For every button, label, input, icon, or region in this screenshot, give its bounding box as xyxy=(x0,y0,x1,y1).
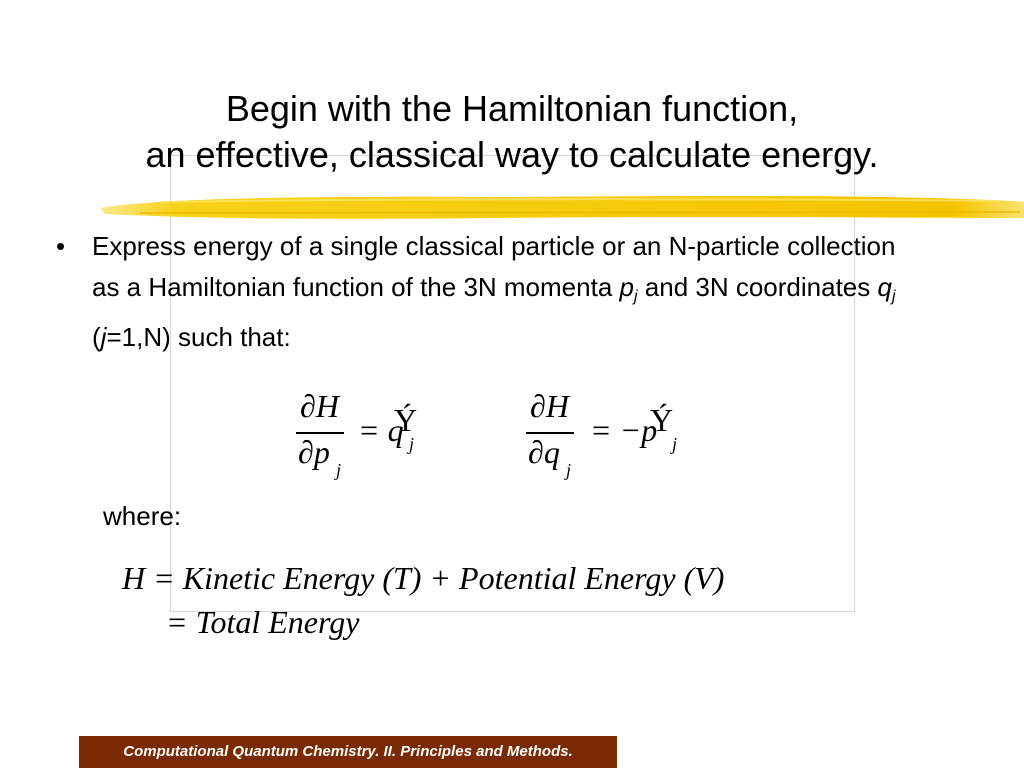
bullet-text-part3: ( xyxy=(92,322,101,352)
title-line-2: an effective, classical way to calculate energy. xyxy=(145,134,879,175)
eq2-numerator: ∂H xyxy=(530,388,569,424)
eq2-rhs-subscript: j xyxy=(672,434,678,454)
eq1-denominator: ∂p xyxy=(298,434,330,470)
title-line-1: Begin with the Hamiltonian function, xyxy=(225,88,799,129)
footer-banner: Computational Quantum Chemistry. II. Principles and Methods. xyxy=(79,736,617,768)
momentum-symbol: p xyxy=(619,272,634,302)
eq2-denominator-subscript: j xyxy=(566,460,572,480)
energy-line-2: = Total Energy xyxy=(166,604,360,640)
hamilton-equation-1 xyxy=(296,388,456,488)
eq1-rhs: = q xyxy=(358,412,404,448)
index-symbol: j xyxy=(100,322,107,352)
bullet-marker: • xyxy=(56,231,66,261)
eq2-rhs-dot-glyph: Ý xyxy=(650,402,674,438)
bullet-text-part4: =1,N) such that: xyxy=(106,322,291,352)
where-label: where: xyxy=(103,501,182,531)
hamilton-equation-2 xyxy=(526,388,706,488)
coordinate-symbol: q xyxy=(877,272,892,302)
bullet-text-part1: Express energy of a single classical particle or an N-particle collection as a Hamiltonian function of the 3N momenta xyxy=(92,231,896,302)
title-highlighter-stroke xyxy=(100,188,1024,228)
eq2-denominator: ∂q xyxy=(528,434,560,470)
bullet-text xyxy=(92,226,912,358)
eq1-rhs-dot-glyph: Ý xyxy=(394,402,418,438)
momentum-subscript: j xyxy=(633,288,638,305)
bullet-text-part2: and 3N coordinates xyxy=(637,272,878,302)
eq1-rhs-subscript: j xyxy=(409,434,415,454)
energy-line-1: H = Kinetic Energy (T) + Potential Energy (V) xyxy=(122,560,725,596)
energy-definition xyxy=(122,556,724,644)
slide-title xyxy=(0,86,1024,178)
coordinate-subscript: j xyxy=(891,288,896,305)
eq1-numerator: ∂H xyxy=(300,388,339,424)
eq1-denominator-subscript: j xyxy=(336,460,342,480)
eq2-rhs: = −p xyxy=(590,412,658,448)
